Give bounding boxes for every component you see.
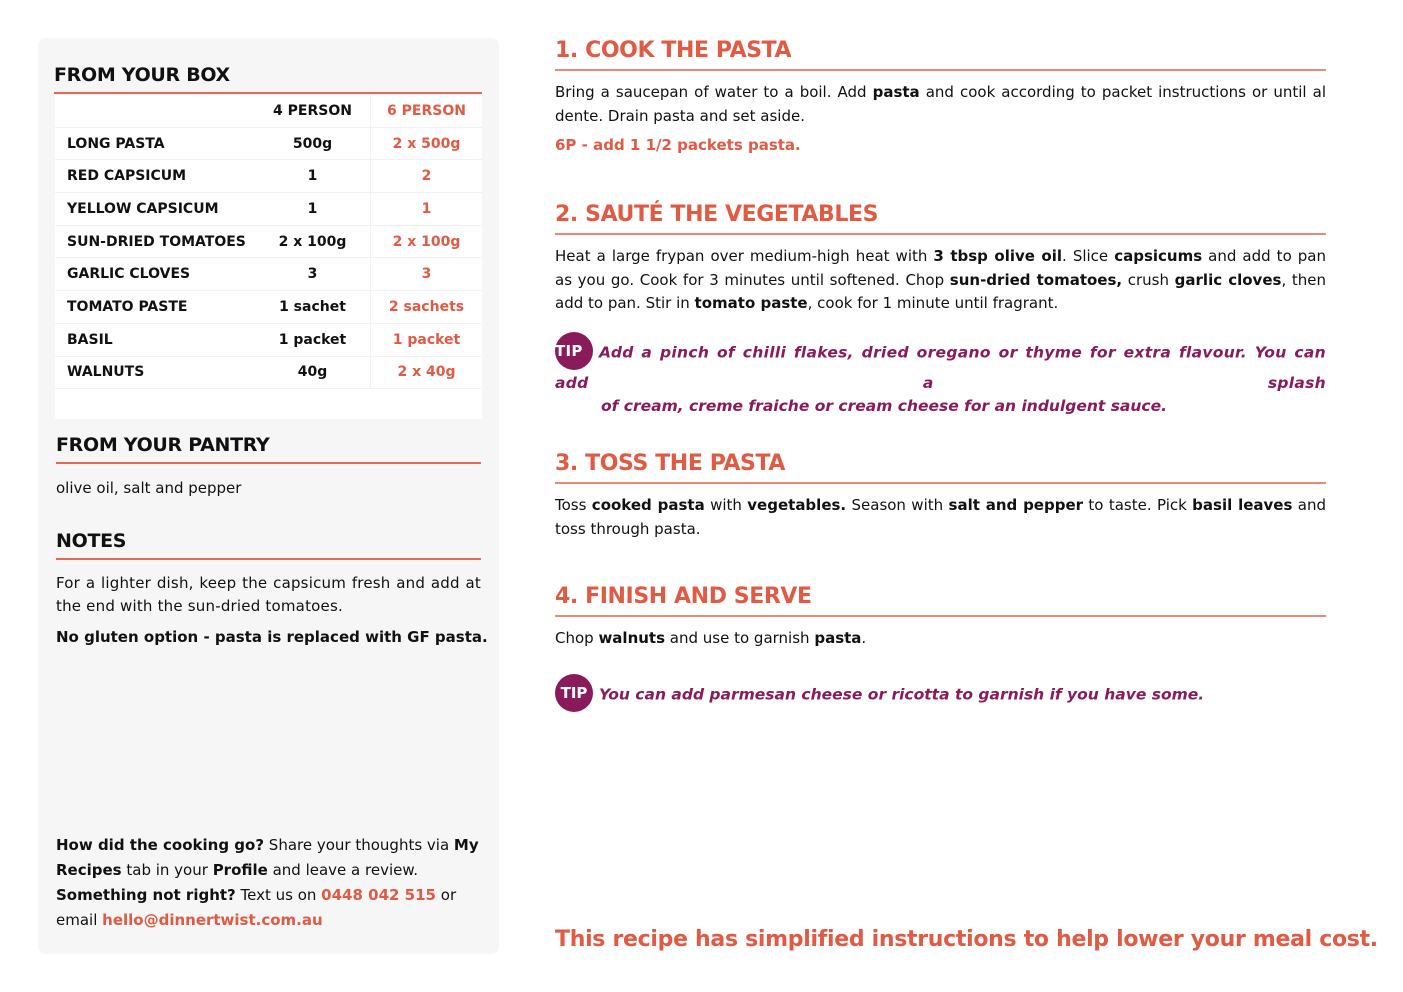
support-question: Something not right? <box>56 886 236 904</box>
body-text: and cook according to packet instructions or until al dente. Drain pasta and set aside. <box>555 83 1326 125</box>
notes-text: For a lighter dish, keep the capsicum fresh and add at the end with the sun-dried tomatoes. <box>56 574 481 615</box>
feedback-question: How did the cooking go? <box>56 836 265 854</box>
tip-text-line-1: Add a pinch of chilli flakes, dried oregano or thyme for extra flavour. You can add a splash <box>555 343 1326 392</box>
qty-4-person: 2 x 100g <box>255 225 371 258</box>
bold-ingredient: tomato paste <box>694 294 808 312</box>
qty-4-person: 1 packet <box>255 323 371 356</box>
tip-text: You can add parmesan cheese or ricotta to garnish if you have some. <box>599 685 1205 704</box>
qty-6-person: 2 sachets <box>371 291 483 324</box>
qty-6-person: 2 x 500g <box>371 127 483 160</box>
spacer-cell <box>55 389 482 420</box>
tip-badge-icon: TIP <box>555 332 593 370</box>
pantry-title: FROM YOUR PANTRY <box>56 434 481 464</box>
body-text: Season with <box>846 496 949 514</box>
body-text: . <box>861 629 867 647</box>
phone-link[interactable]: 0448 042 515 <box>321 886 436 904</box>
ingredient-name: GARLIC CLOVES <box>55 258 255 291</box>
step-4-body <box>555 627 1326 651</box>
body-text: to taste. Pick <box>1083 496 1193 514</box>
support-text-2: or email <box>56 886 457 929</box>
bold-ingredient: capsicums <box>1114 247 1203 265</box>
table-row <box>55 225 482 258</box>
ingredient-name: LONG PASTA <box>55 127 255 160</box>
qty-4-person: 500g <box>255 127 371 160</box>
tip-text-line-2: of cream, creme fraiche or cream cheese for an indulgent sauce. <box>601 397 1168 415</box>
simplified-instructions-note: This recipe has simplified instructions to help lower your meal cost. <box>555 927 1378 952</box>
header-6-person: 6 PERSON <box>371 95 483 127</box>
step-3-body <box>555 494 1326 541</box>
qty-4-person: 40g <box>255 356 371 389</box>
step-4-tip <box>555 676 1326 714</box>
qty-6-person: 2 x 100g <box>371 225 483 258</box>
tip-badge-icon: TIP <box>555 674 593 712</box>
body-text: Bring a saucepan of water to a boil. Add <box>555 83 873 101</box>
step-1-6p-note: 6P - add 1 1/2 packets pasta. <box>555 136 801 154</box>
body-text: Chop <box>555 629 599 647</box>
qty-6-person: 1 <box>371 193 483 226</box>
ingredient-name: BASIL <box>55 323 255 356</box>
ingredients-body <box>55 127 482 419</box>
qty-6-person: 3 <box>371 258 483 291</box>
feedback-text-2: tab in your <box>121 861 213 879</box>
bold-ingredient: salt and pepper <box>948 496 1084 514</box>
step-3 <box>555 451 1326 541</box>
bold-ingredient: sun-dried tomatoes, <box>949 270 1123 289</box>
profile-label: Profile <box>212 861 268 879</box>
qty-4-person: 3 <box>255 258 371 291</box>
notes-title: NOTES <box>56 530 481 560</box>
ingredient-name: SUN-DRIED TOMATOES <box>55 225 255 258</box>
table-row <box>55 127 482 160</box>
body-text: and add to pan as you go. Cook for 3 minutes until softened. Chop <box>555 247 1326 289</box>
body-text: . Slice <box>1062 247 1115 265</box>
step-1 <box>555 38 1326 154</box>
header-ingredient <box>55 95 255 127</box>
support-text-1: Text us on <box>235 886 322 904</box>
pantry-text: olive oil, salt and pepper <box>56 479 242 497</box>
body-text: Toss <box>555 496 592 514</box>
table-row <box>55 193 482 226</box>
ingredient-name: YELLOW CAPSICUM <box>55 193 255 226</box>
step-3-title: 3. TOSS THE PASTA <box>555 451 1326 484</box>
header-4-person: 4 PERSON <box>255 95 371 127</box>
ingredients-panel <box>38 38 499 954</box>
step-1-title: 1. COOK THE PASTA <box>555 38 1326 71</box>
bold-ingredient: basil leaves <box>1192 496 1293 514</box>
bold-ingredient: pasta <box>872 83 920 101</box>
step-2-title: 2. SAUTÉ THE VEGETABLES <box>555 202 1326 235</box>
bold-ingredient: garlic cloves <box>1174 270 1282 289</box>
table-spacer <box>55 389 482 420</box>
step-2-body <box>555 245 1326 316</box>
step-2 <box>555 202 1326 316</box>
my-recipes-label: My Recipes <box>56 836 479 879</box>
ingredient-name: RED CAPSICUM <box>55 160 255 193</box>
step-1-body <box>555 81 1326 128</box>
body-text: , cook for 1 minute until fragrant. <box>807 294 1059 312</box>
table-row <box>55 258 482 291</box>
qty-4-person: 1 sachet <box>255 291 371 324</box>
qty-6-person: 1 packet <box>371 323 483 356</box>
bold-ingredient: cooked pasta <box>591 496 705 514</box>
table-row <box>55 323 482 356</box>
step-4-title: 4. FINISH AND SERVE <box>555 584 1326 617</box>
bold-ingredient: vegetables. <box>747 496 847 514</box>
table-row <box>55 356 482 389</box>
body-text: and use to garnish <box>665 629 815 647</box>
bold-ingredient: 3 tbsp olive oil <box>933 247 1063 265</box>
feedback-text-1: Share your thoughts via <box>264 836 454 854</box>
email-link[interactable]: hello@dinnertwist.com.au <box>102 911 323 929</box>
feedback-text-3: and leave a review. <box>267 861 419 879</box>
step-4 <box>555 584 1326 651</box>
table-row <box>55 291 482 324</box>
qty-6-person: 2 x 40g <box>371 356 483 389</box>
ingredient-name: TOMATO PASTE <box>55 291 255 324</box>
step-2-tip <box>555 334 1326 418</box>
body-text: and toss through pasta. <box>555 496 1326 538</box>
gluten-free-note: No gluten option - pasta is replaced with GF pasta. <box>56 628 488 646</box>
bold-ingredient: walnuts <box>598 629 666 647</box>
body-text: , then add to pan. Stir in <box>555 270 1326 312</box>
qty-4-person: 1 <box>255 160 371 193</box>
body-text: Heat a large frypan over medium-high heat with <box>555 247 934 265</box>
bold-ingredient: pasta <box>814 629 862 647</box>
table-header-row <box>55 95 482 127</box>
ingredient-name: WALNUTS <box>55 356 255 389</box>
qty-6-person: 2 <box>371 160 483 193</box>
feedback-footer <box>56 833 486 933</box>
qty-4-person: 1 <box>255 193 371 226</box>
body-text: with <box>704 496 748 514</box>
table-row <box>55 160 482 193</box>
from-your-box-title: FROM YOUR BOX <box>54 64 482 94</box>
ingredients-table <box>55 95 482 419</box>
body-text: crush <box>1122 270 1175 289</box>
